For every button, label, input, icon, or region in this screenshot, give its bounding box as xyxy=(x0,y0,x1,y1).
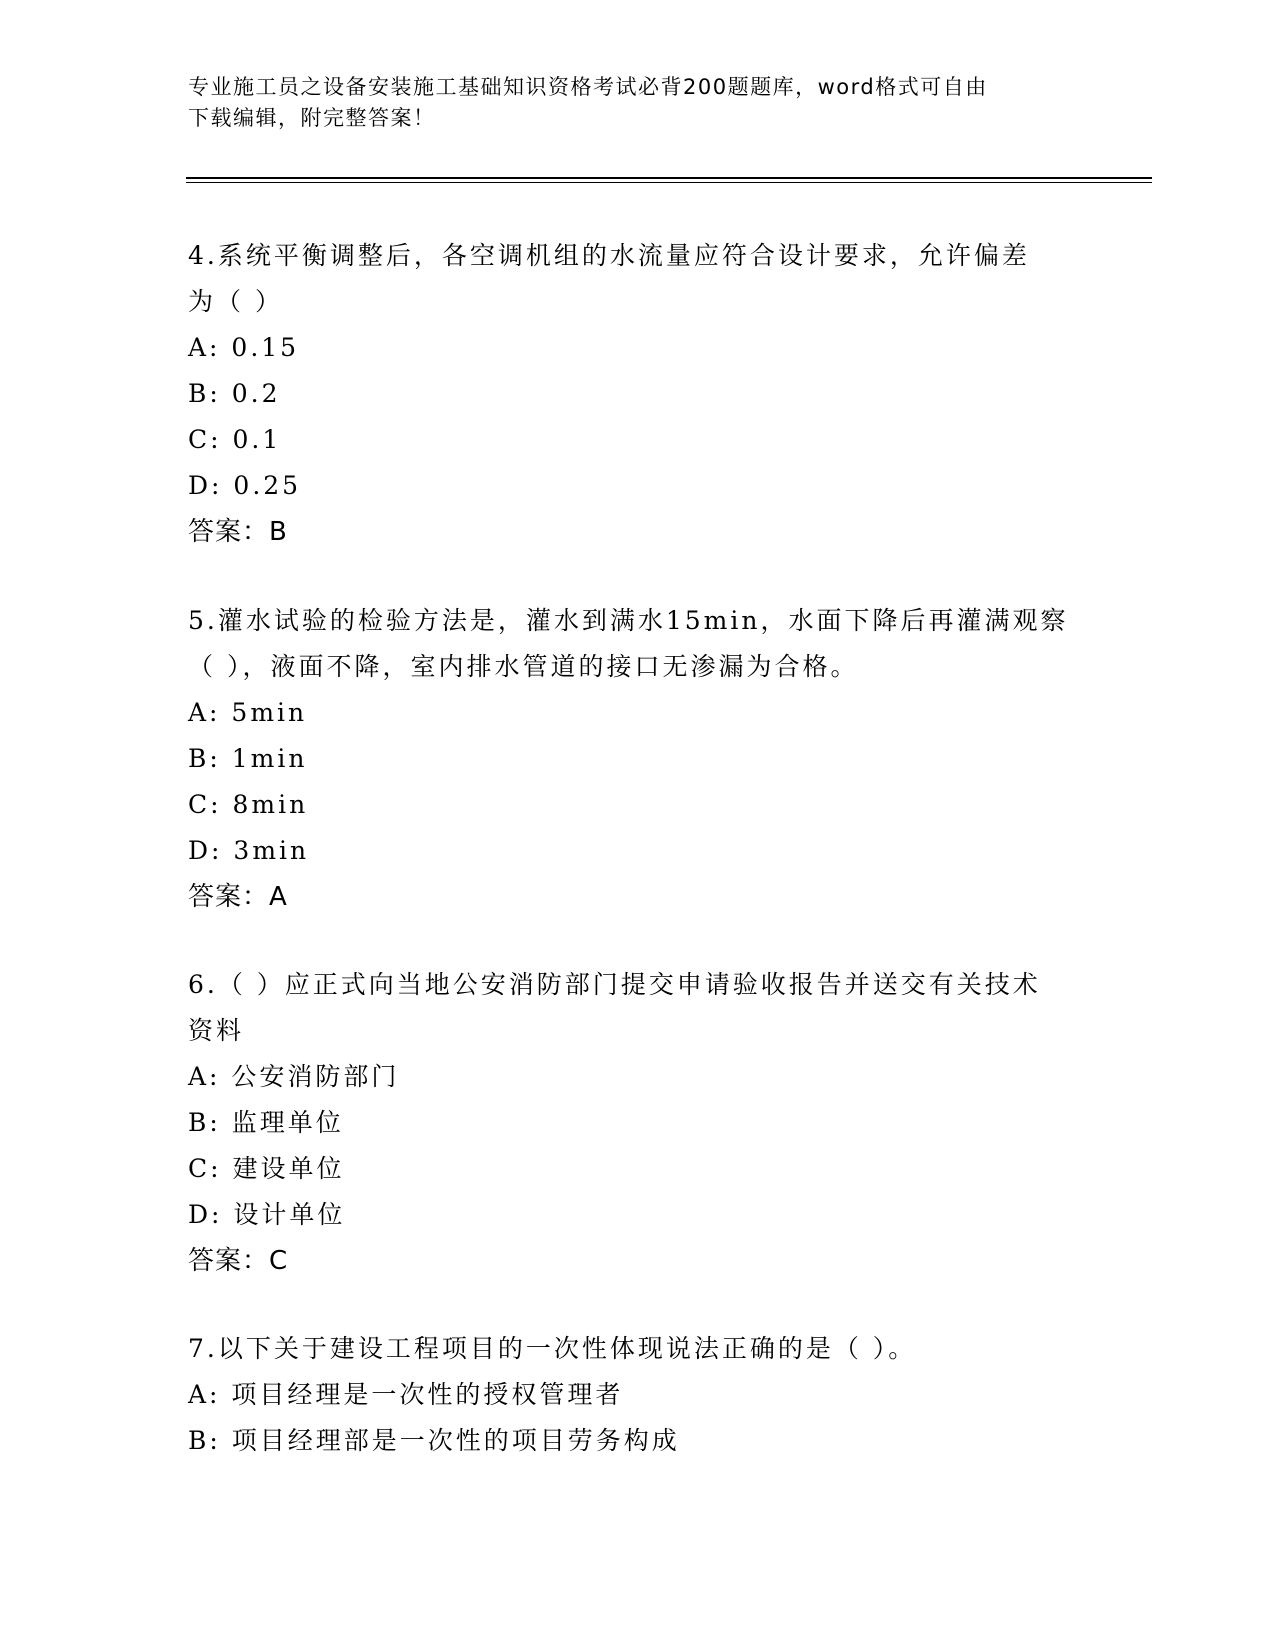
document-header xyxy=(188,72,1088,134)
header-line-1: 专业施工员之设备安装施工基础知识资格考试必背200题题库，word格式可自由 xyxy=(188,75,988,99)
option-b: B: 0.2 xyxy=(188,379,281,408)
option-a: A: 5min xyxy=(188,698,308,727)
question-5 xyxy=(188,598,1088,920)
option-d: D: 3min xyxy=(188,836,310,865)
option-b: B: 项目经理部是一次性的项目劳务构成 xyxy=(188,1426,680,1455)
option-b: B: 1min xyxy=(188,744,308,773)
option-b: B: 监理单位 xyxy=(188,1108,344,1137)
question-stem-line-1: 6.（ ）应正式向当地公安消防部门提交申请验收报告并送交有关技术 xyxy=(188,970,1041,999)
question-stem-line-2: 资料 xyxy=(188,1016,245,1045)
question-stem-line-1: 5.灌水试验的检验方法是，灌水到满水15min，水面下降后再灌满观察 xyxy=(188,606,1069,635)
option-d: D: 0.25 xyxy=(188,471,302,500)
question-stem-line-2: 为（ ） xyxy=(188,287,283,316)
option-c: C: 建设单位 xyxy=(188,1154,345,1183)
question-4 xyxy=(188,233,1088,555)
option-d: D: 设计单位 xyxy=(188,1200,346,1229)
header-line-2: 下载编辑，附完整答案！ xyxy=(188,106,436,130)
answer: 答案：C xyxy=(188,1246,289,1276)
question-stem-line-1: 4.系统平衡调整后，各空调机组的水流量应符合设计要求，允许偏差 xyxy=(188,241,1030,270)
option-c: C: 8min xyxy=(188,790,309,819)
option-c: C: 0.1 xyxy=(188,425,282,454)
answer: 答案：B xyxy=(188,517,288,547)
option-a: A: 项目经理是一次性的授权管理者 xyxy=(188,1380,624,1409)
question-7 xyxy=(188,1326,1088,1464)
option-a: A: 公安消防部门 xyxy=(188,1062,400,1091)
answer: 答案：A xyxy=(188,882,288,912)
question-stem-line-1: 7.以下关于建设工程项目的一次性体现说法正确的是（ ）。 xyxy=(188,1334,917,1363)
header-divider-thick xyxy=(186,177,1152,179)
question-6 xyxy=(188,962,1088,1284)
question-stem-line-2: （ ），液面不降，室内排水管道的接口无渗漏为合格。 xyxy=(188,652,859,681)
header-divider-thin xyxy=(186,182,1152,183)
option-a: A: 0.15 xyxy=(188,333,300,362)
